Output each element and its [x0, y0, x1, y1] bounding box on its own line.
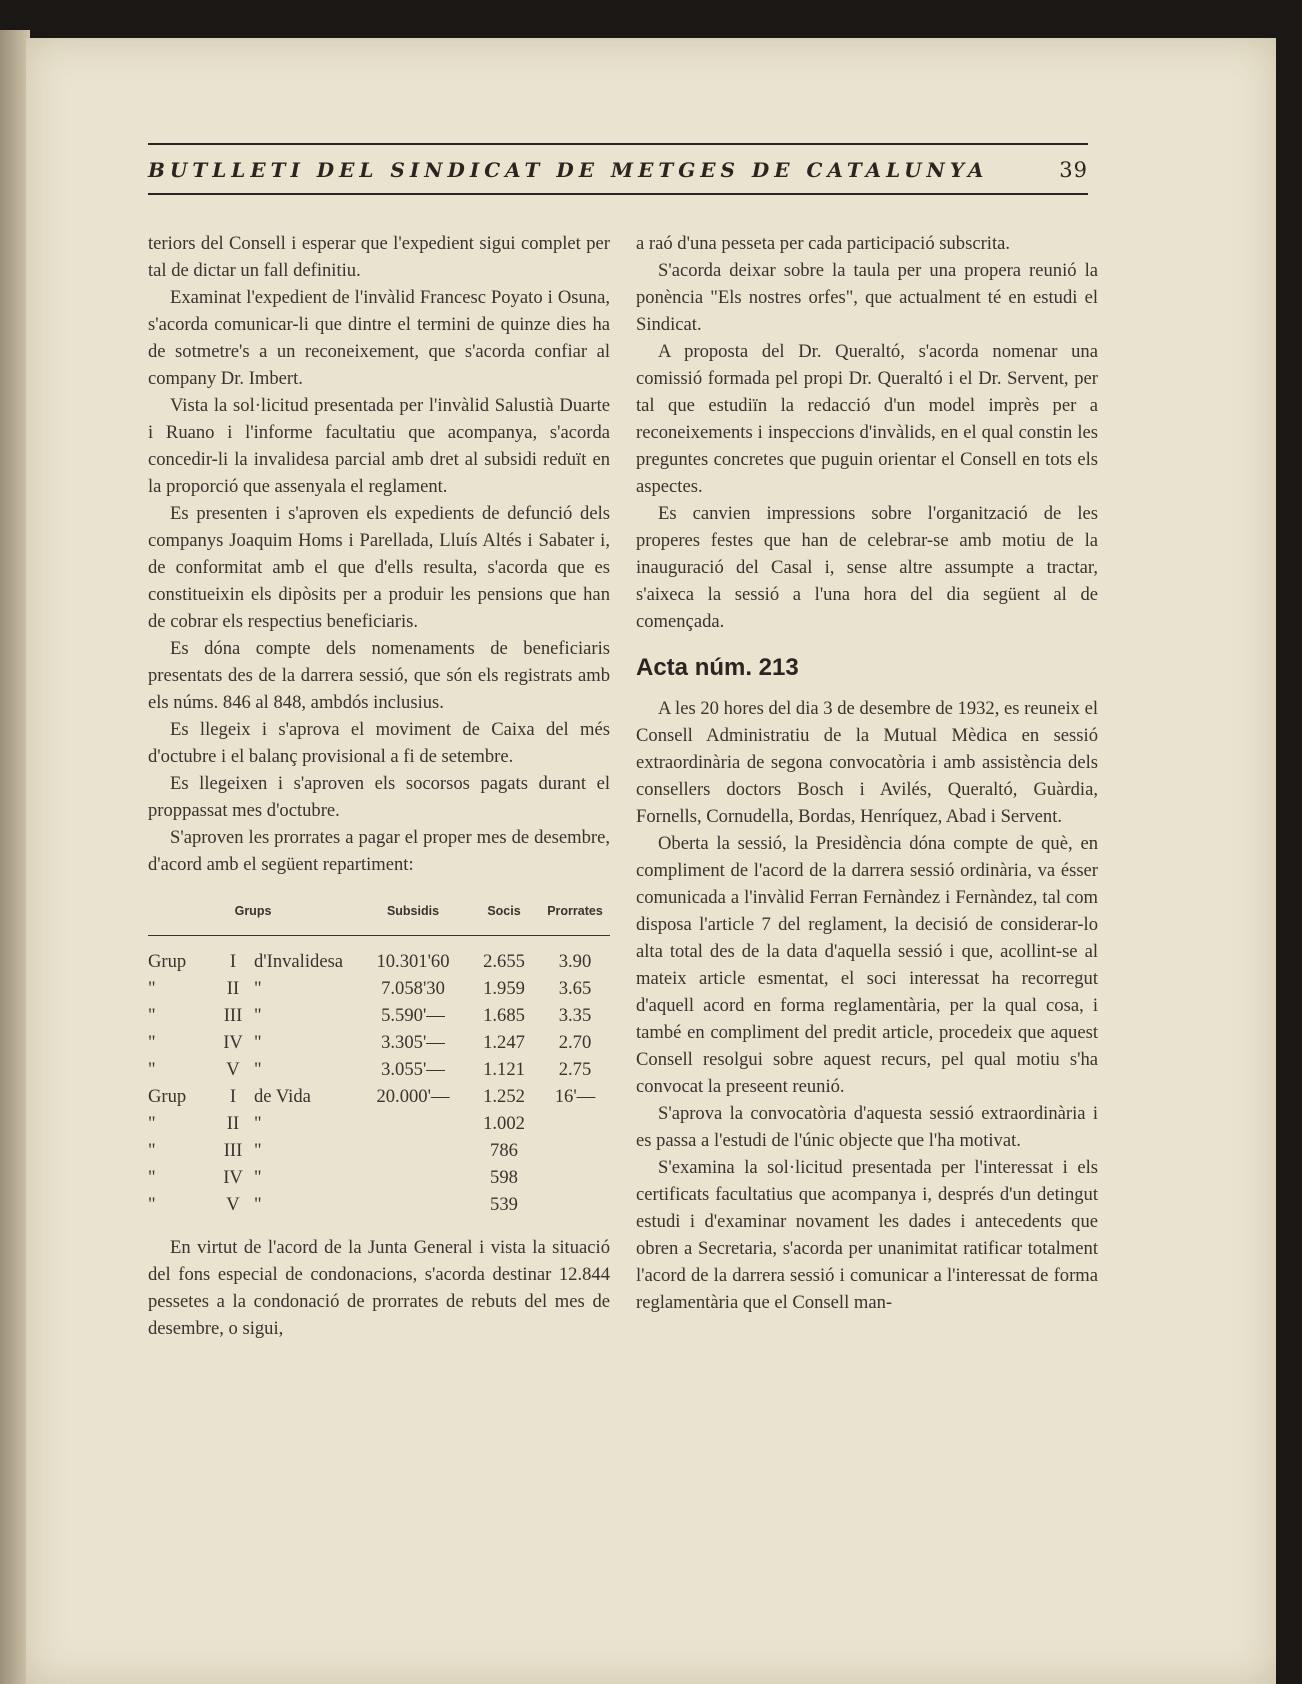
table-cell-r: III	[223, 1140, 243, 1161]
table-cell-p	[540, 1137, 610, 1164]
header-rule-top	[148, 143, 1088, 145]
table-cell-n: "	[254, 1140, 262, 1161]
header-subsidis: Subsidis	[358, 898, 468, 936]
table-cell-s: 7.058'30	[381, 978, 445, 999]
prorrates-table	[148, 898, 610, 1218]
table-cell-g: "	[148, 1032, 156, 1053]
table-cell-n: "	[254, 1167, 262, 1188]
table-cell-r: I	[229, 951, 237, 972]
journal-title: BUTLLETI DEL SINDICAT DE METGES DE CATALUNYA	[148, 158, 989, 182]
table-cell-g: "	[148, 978, 156, 999]
table-cell-g: "	[148, 1113, 156, 1134]
table-cell-g: "	[148, 1005, 156, 1026]
table-row	[148, 1164, 610, 1191]
table-row	[148, 1191, 610, 1218]
header-grups: Grups	[148, 898, 358, 936]
table-cell-so: 2.655	[483, 951, 525, 972]
table-cell-s: 10.301'60	[376, 951, 450, 972]
table-cell-so: 1.252	[483, 1086, 525, 1107]
table-cell-s	[358, 1137, 468, 1164]
table-cell-so: 1.002	[483, 1113, 525, 1134]
header-prorrates: Prorrates	[540, 898, 610, 936]
section-title: Acta núm. 213	[636, 654, 799, 681]
header-socis: Socis	[468, 898, 540, 936]
table-cell-s: 20.000'—	[376, 1086, 450, 1107]
table-cell-r: V	[226, 1194, 240, 1215]
table-cell-s: 3.055'—	[381, 1059, 445, 1080]
table-cell-p: 16'—	[554, 1086, 596, 1107]
table-cell-so: 1.959	[483, 978, 525, 999]
table-cell-r: III	[223, 1005, 243, 1026]
table-row	[148, 1029, 610, 1056]
table-cell-p: 3.35	[558, 1005, 592, 1026]
table-cell-g: "	[148, 1167, 156, 1188]
table-cell-p: 3.65	[558, 978, 592, 999]
page-number: 39	[1059, 158, 1088, 182]
table-cell-n: de Vida	[254, 1086, 311, 1107]
table-cell-g: Grup	[148, 951, 187, 972]
paragraph: En virtut de l'acord de la Junta General i vista la situació del fons especial de condonacions, s'acorda destinar 12.844 pessetes a la condonació de prorrates de rebuts del mes de desembre, o sigui,	[148, 1237, 610, 1339]
table-cell-so: 1.121	[483, 1059, 525, 1080]
table-row	[148, 1056, 610, 1083]
table-cell-r: II	[226, 1113, 240, 1134]
table-row	[148, 1002, 610, 1029]
table-cell-s: 5.590'—	[381, 1005, 445, 1026]
header-rule-bottom	[148, 193, 1088, 195]
table-cell-s	[358, 1191, 468, 1218]
table-cell-so: 1.247	[483, 1032, 525, 1053]
table-cell-r: IV	[223, 1167, 243, 1188]
table-row	[148, 1110, 610, 1137]
table-row	[148, 936, 610, 976]
table-cell-so: 539	[490, 1194, 518, 1215]
table-cell-g: "	[148, 1194, 156, 1215]
table-cell-n: "	[254, 1113, 262, 1134]
paragraph: A proposta del Dr. Queraltó, s'acorda nomenar una comissió formada pel propi Dr. Queraltó i el Dr. Servent, per tal que estudiïn la redacció d'un model imprès per a reconeixements i inspeccions d'invàlids, en el qual constin les preguntes concretes que puguin orientar el Consell en tots els aspectes.	[636, 341, 1098, 497]
table-cell-g: "	[148, 1059, 156, 1080]
table-cell-n: "	[254, 1059, 262, 1080]
paragraph: S'aprova la convocatòria d'aquesta sessió extraordinària i es passa a l'estudi de l'únic objecte que l'ha motivat.	[636, 1103, 1098, 1151]
table-row	[148, 1137, 610, 1164]
paragraph: Vista la sol·licitud presentada per l'invàlid Salustià Duarte i Ruano i l'informe facultatiu que acompanya, s'acorda concedir-li la invalidesa parcial amb dret al subsidi reduït en la proporció que assenyala el reglament.	[148, 395, 610, 497]
table-cell-n: "	[254, 1194, 262, 1215]
table-header-row	[148, 898, 610, 936]
paragraph: a raó d'una pesseta per cada participació subscrita.	[636, 233, 1011, 254]
table-cell-s	[358, 1110, 468, 1137]
left-column	[148, 230, 610, 1342]
table-cell-so: 786	[490, 1140, 518, 1161]
table-cell-so: 1.685	[483, 1005, 525, 1026]
table-cell-r: V	[226, 1059, 240, 1080]
paragraph: A les 20 hores del dia 3 de desembre de 1932, es reuneix el Consell Administratiu de la Mutual Mèdica en sessió extraordinària de segona convocatòria i amb assistència dels consellers doctors Bosch i Avilés, Queraltó, Guàrdia, Fornells, Cornudella, Bordas, Henríquez, Abad i Servent.	[636, 698, 1098, 827]
table-cell-p: 2.70	[558, 1032, 592, 1053]
paragraph: Es llegeix i s'aprova el moviment de Caixa del més d'octubre i el balanç provisional a fi de setembre.	[148, 719, 610, 767]
table-cell-r: II	[226, 978, 240, 999]
paragraph: Oberta la sessió, la Presidència dóna compte de què, en compliment de l'acord de la darrera sessió ordinària, va ésser comunicada a l'invàlid Ferran Fernàndez i Fernàndez, tal com disposa l'article 7 del reglament, la decisió de considerar-lo alta total des de la data d'aquella sessió i que, acollint-se al mateix article esmentat, el soci interessat ha recorregut d'aquell acord en forma reglamentària, per la qual cosa, i també en compliment del predit article, procedeix que aquest Consell resolgui sobre aquest recurs, pel qual motiu s'ha convocat la preseent reunió.	[636, 833, 1098, 1097]
table-row	[148, 1083, 610, 1110]
table-cell-p: 2.75	[558, 1059, 592, 1080]
paragraph: Es canvien impressions sobre l'organització de les properes festes que han de celebrar-se amb motiu de la inauguració del Casal i, sense altre assumpte a tractar, s'aixeca la sessió a l'una hora del dia següent al de començada.	[636, 503, 1098, 632]
table-cell-s	[358, 1164, 468, 1191]
paragraph: Es llegeixen i s'aproven els socorsos pagats durant el proppassat mes d'octubre.	[148, 773, 610, 821]
paragraph: teriors del Consell i esperar que l'expedient sigui complet per tal de dictar un fall definitiu.	[148, 233, 610, 281]
right-column	[636, 230, 1098, 1316]
table-row	[148, 975, 610, 1002]
paragraph: Es dóna compte dels nomenaments de beneficiaris presentats des de la darrera sessió, que són els registrats amb els núms. 846 al 848, ambdós inclusius.	[148, 638, 610, 713]
table-cell-n: "	[254, 1005, 262, 1026]
table-cell-s: 3.305'—	[381, 1032, 445, 1053]
paragraph: Examinat l'expedient de l'invàlid Francesc Poyato i Osuna, s'acorda comunicar-li que dintre el termini de quinze dies ha de sotmetre's a un reconeixement, que s'acorda confiar al company Dr. Imbert.	[148, 287, 610, 389]
table-cell-n: d'Invalidesa	[254, 951, 344, 972]
table-cell-g: Grup	[148, 1086, 187, 1107]
paragraph: Es presenten i s'aproven els expedients de defunció dels companys Joaquim Homs i Parellada, Lluís Altés i Sabater i, de conformitat amb el que d'ells resulta, s'acorda que es constitueixin els dipòsits per a produir les pensions que han de cobrar els respectius beneficiaris.	[148, 503, 610, 632]
paragraph: S'aproven les prorrates a pagar el proper mes de desembre, d'acord amb el següent repartiment:	[148, 827, 610, 875]
paragraph: S'acorda deixar sobre la taula per una propera reunió la ponència "Els nostres orfes", que actualment té en estudi el Sindicat.	[636, 260, 1098, 335]
table-cell-g: "	[148, 1140, 156, 1161]
table-cell-p	[540, 1191, 610, 1218]
table-cell-p: 3.90	[558, 951, 592, 972]
table-cell-r: I	[229, 1086, 237, 1107]
table-cell-p	[540, 1164, 610, 1191]
table-cell-p	[540, 1110, 610, 1137]
table-cell-r: IV	[223, 1032, 243, 1053]
table-cell-n: "	[254, 1032, 262, 1053]
paragraph: S'examina la sol·licitud presentada per l'interessat i els certificats facultatius que acompanya i, després d'un detingut estudi i d'examinar novament les dades i antecedents que obren a Secretaria, s'acorda per unanimitat ratificar totalment l'acord de la darrera sessió i comunicar a l'interessat de forma reglamentària que el Consell man-	[636, 1157, 1098, 1313]
running-header	[148, 154, 1088, 186]
table-cell-n: "	[254, 978, 262, 999]
table-cell-so: 598	[490, 1167, 518, 1188]
